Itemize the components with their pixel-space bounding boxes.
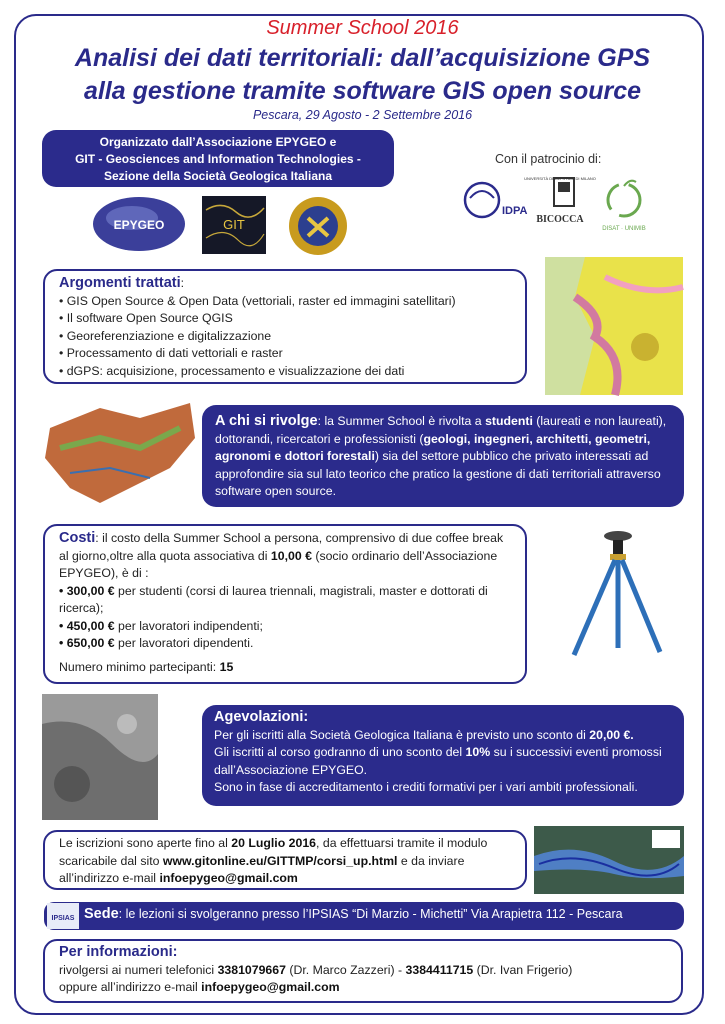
audience-text-3: ) sia del settore pubblico che privato interessati ad approfondire sia sul lato teorico che pratico la gestione di dati territoriali attraverso software open source. bbox=[215, 449, 661, 498]
registration-box bbox=[43, 830, 527, 890]
registration-url-link[interactable]: www.gitonline.eu/GITTMP/corsi_up.html bbox=[162, 853, 398, 868]
discount-course bbox=[214, 744, 674, 779]
list-item: • dGPS: acquisizione, processamento e visualizzazione dei dati bbox=[59, 363, 405, 378]
title-line-1: Analisi dei dati territoriali: dall’acquisizione GPS bbox=[74, 44, 651, 72]
organizer-line-2: GIT - Geosciences and Information Technologies - bbox=[75, 152, 361, 166]
disat-logo-text: DISAT · UNIMIB bbox=[602, 226, 646, 232]
price-student bbox=[59, 583, 515, 618]
discount-course-text-2: su i successivi eventi promossi dall’Associazione EPYGEO. bbox=[214, 745, 662, 777]
info-text-4: oppure all’indirizzo e-mail bbox=[59, 980, 202, 994]
venue-bar bbox=[44, 902, 684, 930]
organizer-banner bbox=[42, 130, 394, 187]
price-freelance bbox=[59, 618, 515, 636]
topics-box: Argomenti trattati: • GIS Open Source & Open Data (vettoriali, raster ed immagini satellitari) • Il software Open Source QGIS • Georeferenziazione e digitalizzazione • Processamento di dati vettoriali e raster • dGPS: acquisizione, processamento e visualizzazione dei dati bbox=[43, 269, 527, 384]
topics-heading: Argomenti trattati bbox=[59, 275, 181, 291]
discount-sgi-text: Per gli iscritti alla Società Geologica Italiana è previsto uno sconto di bbox=[214, 727, 590, 742]
ipsias-logo-text: IPSIAS bbox=[51, 915, 75, 922]
bicocca-logo bbox=[524, 172, 596, 232]
info-box bbox=[43, 939, 683, 1003]
info-phones bbox=[59, 962, 671, 980]
info-text-2: (Dr. Marco Zazzeri) - bbox=[285, 962, 406, 977]
list-item: • GIS Open Source & Open Data (vettoriali, raster ed immagini satellitari) bbox=[59, 293, 456, 308]
audience-bold-1: studenti bbox=[485, 414, 533, 428]
price-student-value: • 300,00 € bbox=[59, 583, 115, 598]
info-email-link[interactable]: infoepygeo@gmail.com bbox=[201, 980, 340, 994]
price-student-desc: per studenti (corsi di laurea triennali, magistrali, master e dottorati di ricerca); bbox=[59, 583, 488, 615]
venue-text: : le lezioni si svolgeranno presso l’IPSIAS “Di Marzio - Michetti” Via Arapietra 112 - Pescara bbox=[118, 907, 623, 921]
event-dates: Pescara, 29 Agosto - 2 Settembre 2016 bbox=[252, 108, 473, 122]
geologic-map-image bbox=[545, 257, 683, 395]
costs-bold-1: 10,00 € bbox=[270, 548, 312, 563]
discounts-heading: Agevolazioni: bbox=[214, 709, 309, 725]
price-employee bbox=[59, 635, 515, 653]
sgi-seal-logo bbox=[288, 196, 348, 256]
registration-text-2: , da effettuarsi tramite il modulo scaricabile dal sito bbox=[59, 836, 488, 868]
gps-tripod-image bbox=[560, 520, 670, 660]
idpa-logo bbox=[460, 180, 528, 220]
venue-heading: Sede bbox=[84, 906, 119, 922]
disat-logo bbox=[600, 176, 648, 232]
info-email bbox=[59, 979, 671, 997]
registration-deadline: 20 Luglio 2016 bbox=[231, 836, 317, 850]
registration-text-1: Le iscrizioni sono aperte fino al bbox=[59, 836, 232, 850]
page-title bbox=[0, 42, 725, 108]
discount-sgi bbox=[214, 727, 674, 745]
organizer-line-3: Sezione della Società Geologica Italiana bbox=[103, 169, 333, 183]
phone-zazzeri-link[interactable]: 3381079667 bbox=[217, 962, 286, 977]
relief-map-image bbox=[40, 398, 200, 508]
registration-email-link[interactable]: infoepygeo@gmail.com bbox=[159, 871, 298, 885]
costs-text-1: : il costo della Summer School a persona, comprensivo di due coffee break al giorno,oltre alla quota associativa di bbox=[59, 531, 504, 563]
price-freelance-value: • 450,00 € bbox=[59, 618, 115, 633]
title-line-2: alla gestione tramite software GIS open source bbox=[83, 77, 642, 105]
discount-course-value: 10% bbox=[465, 745, 491, 759]
price-employee-value: • 650,00 € bbox=[59, 636, 115, 650]
list-item: • Il software Open Source QGIS bbox=[59, 311, 233, 325]
gps-track-map-image bbox=[534, 826, 684, 894]
event-label: Summer School 2016 bbox=[266, 17, 459, 39]
audience-box bbox=[202, 405, 684, 507]
git-logo bbox=[202, 196, 266, 254]
price-freelance-desc: per lavoratori indipendenti; bbox=[114, 618, 263, 633]
git-logo-text: GIT bbox=[223, 217, 245, 232]
ipsias-logo bbox=[47, 903, 79, 929]
costs-box bbox=[43, 524, 527, 684]
phone-frigerio-link[interactable]: 3384411715 bbox=[405, 962, 474, 977]
idpa-logo-text: IDPA bbox=[502, 205, 528, 217]
price-employee-desc: per lavoratori dipendenti. bbox=[114, 636, 254, 650]
bicocca-logo-text: BICOCCA bbox=[536, 214, 584, 225]
min-participants-label: Numero minimo partecipanti: bbox=[59, 659, 220, 674]
min-participants-value: 15 bbox=[219, 659, 234, 674]
topics-list bbox=[59, 293, 525, 381]
registration-text-3: e da inviare all’indirizzo e-mail bbox=[59, 853, 465, 885]
audience-bold-2: geologi, ingegneri, architetti, geometri, agronomi e dottori forestali bbox=[215, 431, 651, 463]
costs-heading: Costi bbox=[59, 530, 96, 546]
audience-text-1: : la Summer School è rivolta a bbox=[317, 414, 486, 428]
discounts-box bbox=[202, 705, 684, 806]
organizer-line-1: Organizzato dall’Associazione EPYGEO e bbox=[99, 135, 337, 149]
audience-heading: A chi si rivolge bbox=[215, 413, 318, 429]
patronage-label: Con il patrocinio di: bbox=[495, 152, 602, 166]
discount-course-text: Gli iscritti al corso godranno di uno sconto del bbox=[214, 745, 466, 759]
epygeo-logo-text: EPYGEO bbox=[113, 218, 165, 232]
audience-text-2: (laureati e non laureati), dottorandi, ricercatori e professionisti ( bbox=[215, 414, 667, 446]
epygeo-logo bbox=[92, 196, 186, 252]
credits-note: Sono in fase di accreditamento i crediti formativi per i vari ambiti professionali. bbox=[214, 780, 638, 794]
discount-sgi-value: 20,00 €. bbox=[589, 727, 634, 742]
list-item: • Georeferenziazione e digitalizzazione bbox=[59, 328, 272, 343]
info-text-1: rivolgersi ai numeri telefonici bbox=[59, 962, 218, 977]
list-item: • Processamento di dati vettoriali e raster bbox=[59, 346, 283, 360]
info-heading: Per informazioni: bbox=[59, 944, 178, 960]
info-text-3: (Dr. Ivan Frigerio) bbox=[473, 962, 573, 977]
min-participants bbox=[59, 659, 515, 677]
bicocca-logo-top-text: UNIVERSITÀ DEGLI STUDI DI MILANO bbox=[524, 176, 596, 181]
satellite-photo-image bbox=[42, 694, 158, 820]
costs-text-2: (socio ordinario dell’Associazione EPYGEO), è di : bbox=[59, 548, 498, 580]
